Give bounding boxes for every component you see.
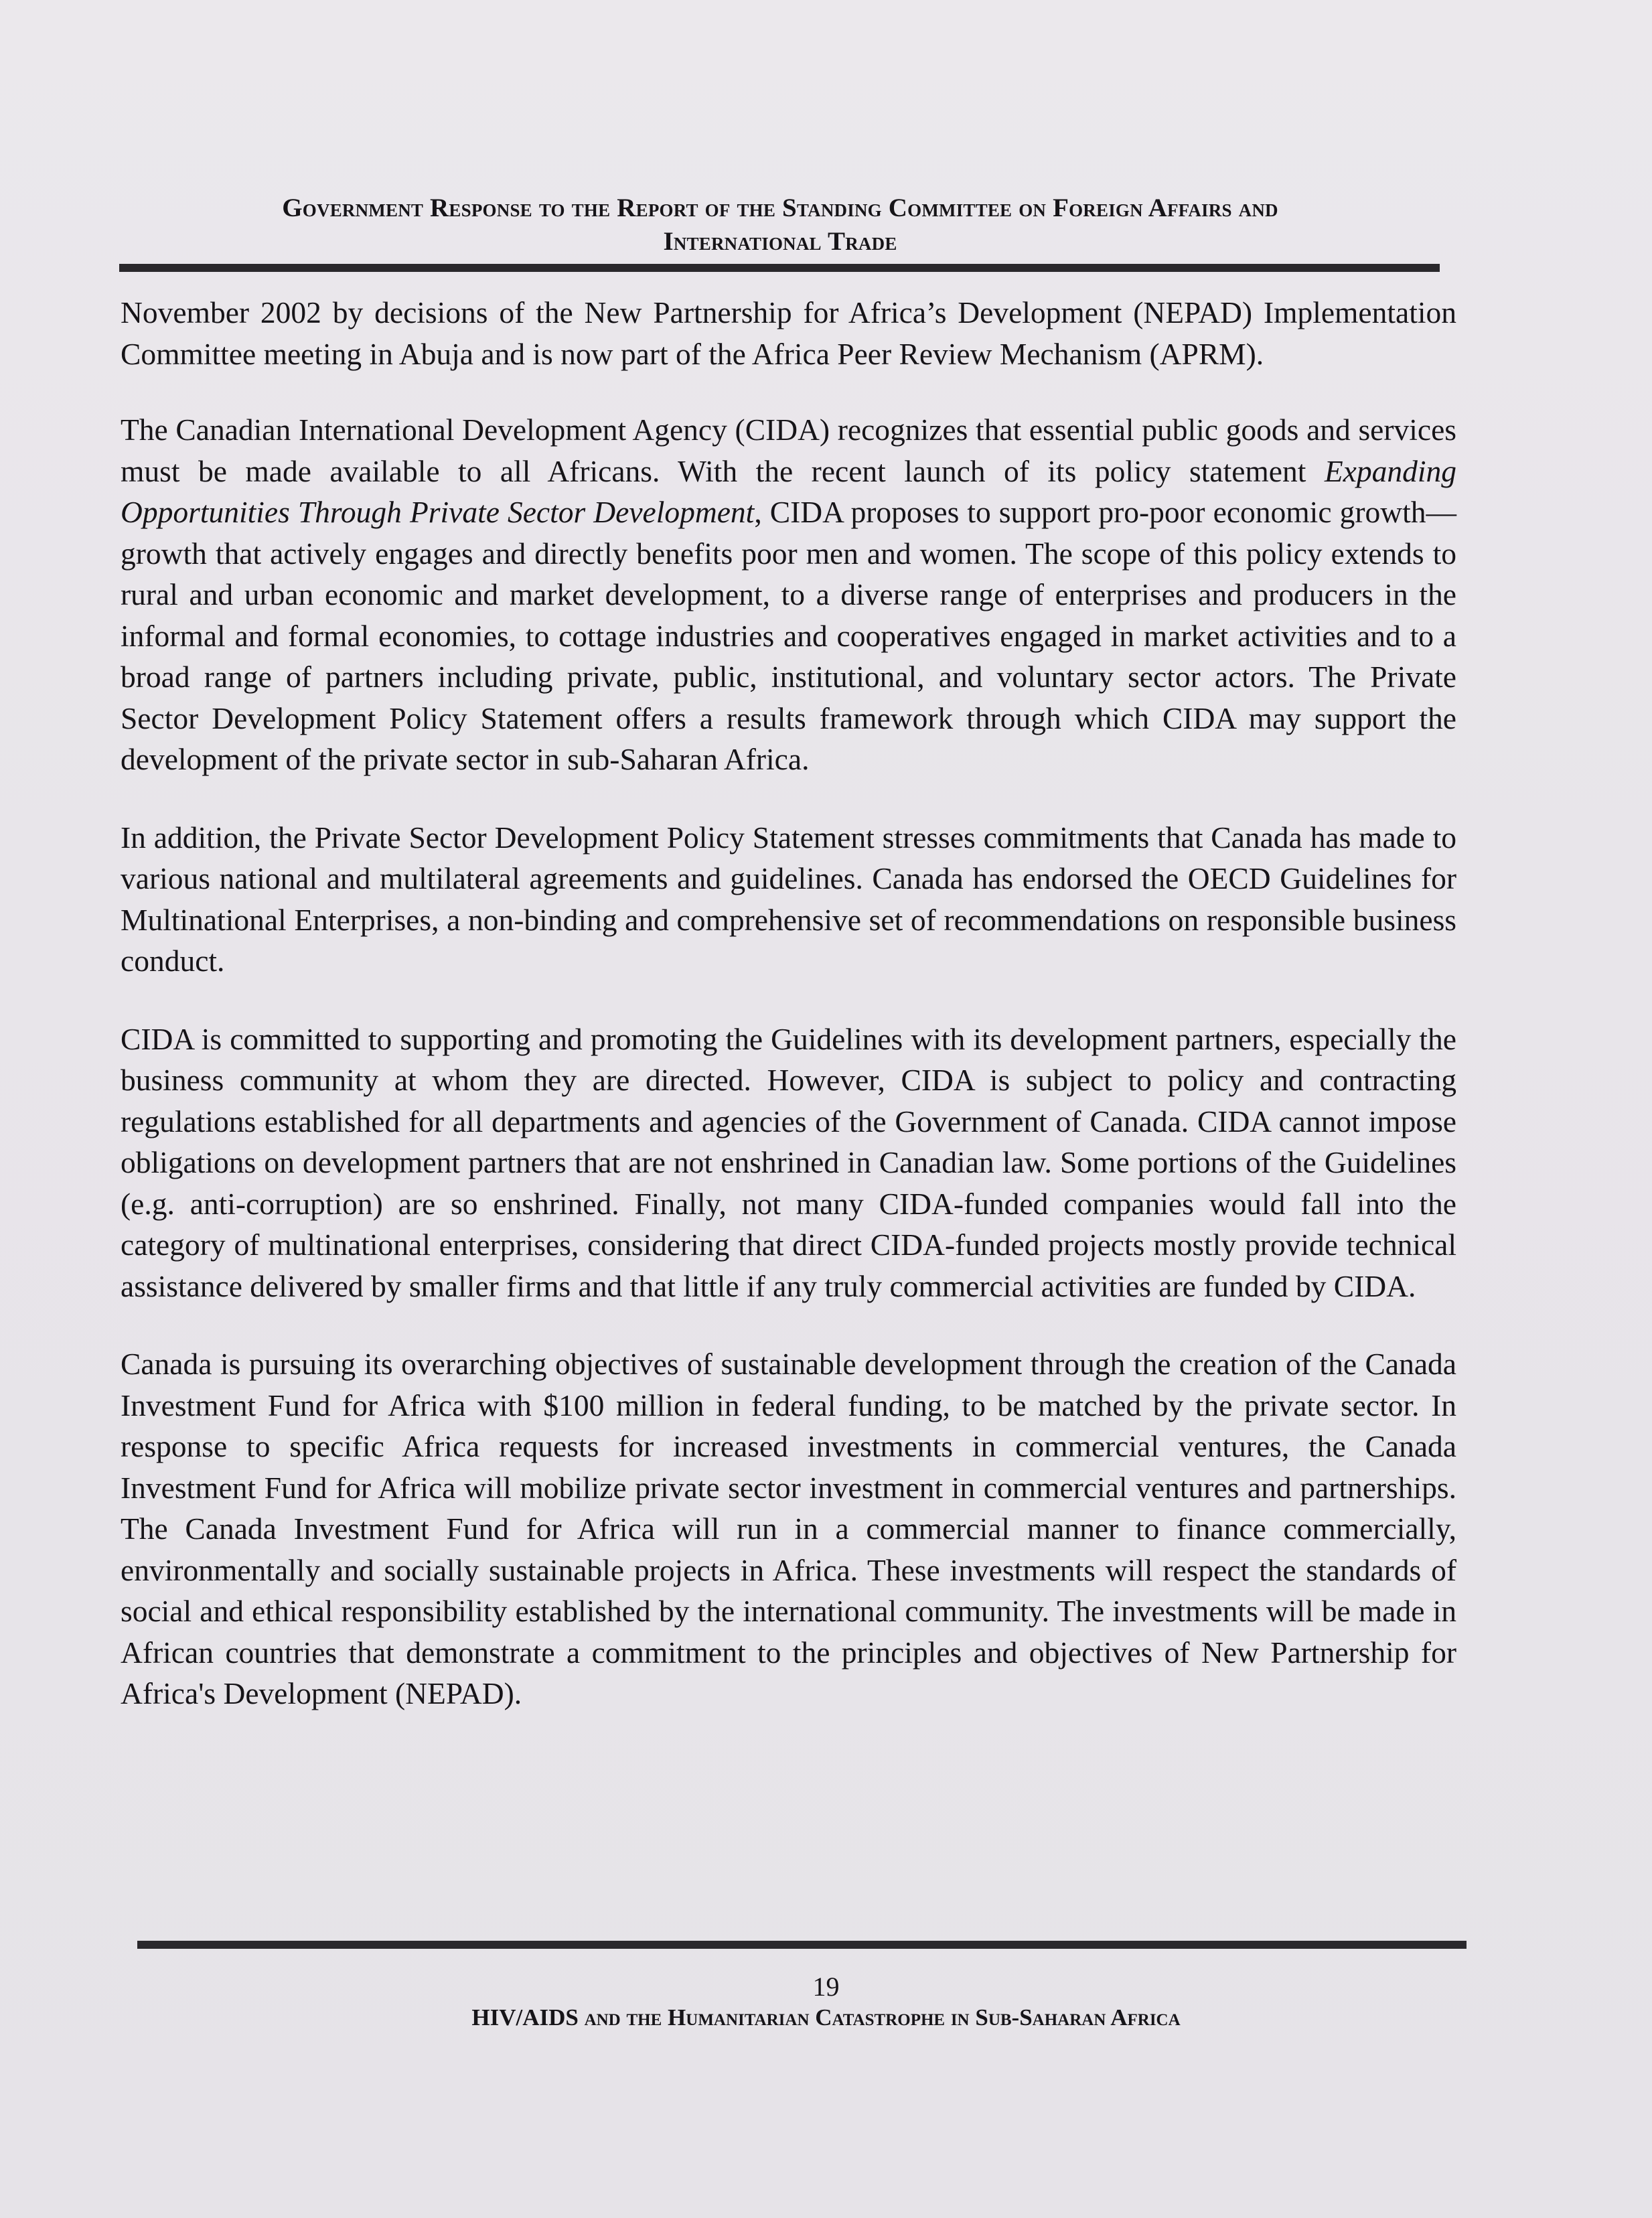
paragraph-2-text-start: The Canadian International Development Agency (CIDA) recognizes that essential public goods and services must be made available to all Africans. With the recent launch of its policy statement (121, 413, 1456, 488)
policy-statement-title: Expanding Opportunities Through Private Sector Development (121, 453, 1456, 529)
paragraph-2-text-end: , CIDA proposes to support pro-poor economic growth—growth that actively engages and directly benefits poor men and women. The scope of this policy extends to rural and urban economic and market development, to a diverse range of enterprises and producers in the informal and formal economies, to cottage industries and cooperatives engaged in market activities and to a broad range of partners including private, public, institutional, and voluntary sector actors. The Private Sector Development Policy Statement offers a results framework through which CIDA may support the development of the private sector in sub-Saharan Africa. (121, 495, 1456, 776)
running-header (121, 192, 1440, 258)
paragraph-1: November 2002 by decisions of the New Partnership for Africa’s Development (NEPAD) Implementation Committee meeting in Abuja and is now part of the Africa Peer Review Mechanism (APRM). (121, 295, 1456, 371)
page-number: 19 (812, 1972, 840, 2002)
paragraph-5: Canada is pursuing its overarching objectives of sustainable development through the creation of the Canada Investment Fund for Africa with $100 million in federal funding, to be matched by the private sector. In response to specific Africa requests for increased investments in commercial ventures, the Canada Investment Fund for Africa will mobilize private sector investment in commercial ventures and partnerships. The Canada Investment Fund for Africa will run in a commercial manner to finance commercially, environmentally and socially sustainable projects in Africa. These investments will respect the standards of social and ethical responsibility established by the international community. The investments will be made in African countries that demonstrate a commitment to the principles and objectives of New Partnership for Africa's Development (NEPAD). (121, 1347, 1456, 1710)
body-text (121, 292, 1456, 1751)
paragraph-4: CIDA is committed to supporting and promoting the Guidelines with its development partners, especially the business community at whom they are directed. However, CIDA is subject to policy and contracting regulations established for all departments and agencies of the Government of Canada. CIDA cannot impose obligations on development partners that are not enshrined in Canadian law. Some portions of the Guidelines (e.g. anti-corruption) are so enshrined. Finally, not many CIDA-funded companies would fall into the category of multinational enterprises, considering that direct CIDA-funded projects mostly provide technical assistance delivered by smaller firms and that little if any truly commercial activities are funded by CIDA. (121, 1021, 1456, 1303)
running-footer: HIV/AIDS and the Humanitarian Catastrophe in Sub-Saharan Africa (471, 2004, 1181, 2030)
footer-rule (137, 1941, 1467, 1949)
running-header-line-2: International Trade (663, 227, 897, 256)
paragraph-3: In addition, the Private Sector Development Policy Statement stresses commitments that Canada has made to various national and multilateral agreements and guidelines. Canada has endorsed the OECD Guidelines for Multinational Enterprises, a non-binding and comprehensive set of recommendations on responsible business conduct. (121, 820, 1456, 978)
running-header-line-1: Government Response to the Report of the Standing Committee on Foreign Affairs and (282, 194, 1278, 222)
header-rule (119, 264, 1440, 272)
paragraph-2 (121, 409, 1456, 780)
